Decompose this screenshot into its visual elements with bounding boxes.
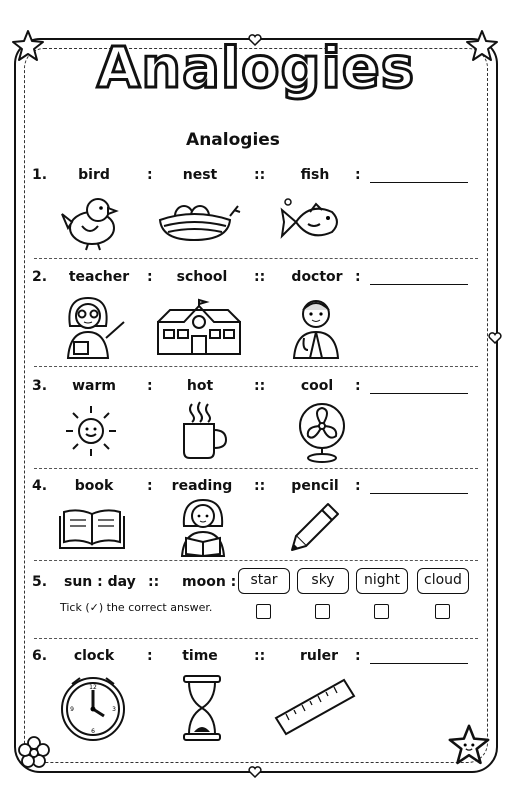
fan-icon [292,400,352,464]
question-number: 6. [32,648,48,664]
school-icon [154,298,244,358]
checkbox-night[interactable] [374,604,389,619]
book-icon [58,506,126,550]
doctor-icon [288,292,344,360]
colon: : [355,478,361,494]
question-number: 2. [32,269,48,285]
page-title: Analogies [96,36,416,101]
teacher-icon [60,292,130,360]
answer-line[interactable] [370,182,468,183]
worksheet-subtitle: Analogies [186,130,280,150]
colon: : [355,378,361,394]
word-b: hot [186,378,214,394]
word-a: book [74,478,114,494]
colon: : [355,269,361,285]
nest-icon [154,198,242,244]
word-a: clock [73,648,115,664]
section-divider [34,468,478,469]
svg-text:6: 6 [91,728,95,735]
double-colon: :: [148,574,160,590]
word-b: school [176,269,228,285]
question-number: 4. [32,478,48,494]
answer-line[interactable] [370,663,468,664]
clock-icon [58,674,128,742]
word-a: sun : day [64,574,136,590]
hourglass-icon [180,674,224,742]
word-b: reading [171,478,233,494]
option-cloud[interactable]: cloud [417,568,469,594]
mug-icon [176,400,230,460]
colon: : [355,167,361,183]
colon: : [147,378,153,394]
section-divider [34,638,478,639]
pencil-icon [288,500,342,554]
svg-text:3: 3 [112,706,116,713]
question-number: 5. [32,574,48,590]
svg-text:12: 12 [89,684,97,691]
double-colon: :: [254,648,266,664]
double-colon: :: [254,167,266,183]
option-star[interactable]: star [238,568,290,594]
colon: : [147,478,153,494]
colon: : [355,648,361,664]
double-colon: :: [254,378,266,394]
girl-reading-icon [176,496,230,558]
word-c: fish [300,167,330,183]
heart-icon [488,332,502,344]
flower-icon [16,734,52,770]
word-a: teacher [68,269,130,285]
section-divider [34,258,478,259]
word-b: moon : [182,574,237,590]
star-icon [446,722,492,768]
double-colon: :: [254,478,266,494]
checkbox-cloud[interactable] [435,604,450,619]
section-divider [34,366,478,367]
word-c: ruler [299,648,339,664]
option-night[interactable]: night [356,568,408,594]
tick-instruction: Tick (✓) the correct answer. [60,601,213,614]
answer-line[interactable] [370,284,468,285]
word-b: nest [182,167,218,183]
word-a: bird [78,167,110,183]
question-number: 3. [32,378,48,394]
word-c: pencil [291,478,339,494]
svg-text:9: 9 [70,706,74,713]
option-sky[interactable]: sky [297,568,349,594]
heart-icon [248,766,262,778]
answer-line[interactable] [370,393,468,394]
word-c: cool [300,378,334,394]
checkbox-star[interactable] [256,604,271,619]
colon: : [147,269,153,285]
colon: : [147,648,153,664]
sun-icon [62,402,120,460]
bird-icon [58,192,124,252]
word-b: time [182,648,218,664]
ruler-icon [272,676,358,736]
question-number: 1. [32,167,48,183]
answer-line[interactable] [370,493,468,494]
colon: : [147,167,153,183]
double-colon: :: [254,269,266,285]
fish-icon [276,196,346,248]
word-c: doctor [291,269,343,285]
checkbox-sky[interactable] [315,604,330,619]
section-divider [34,560,478,561]
word-a: warm [72,378,116,394]
